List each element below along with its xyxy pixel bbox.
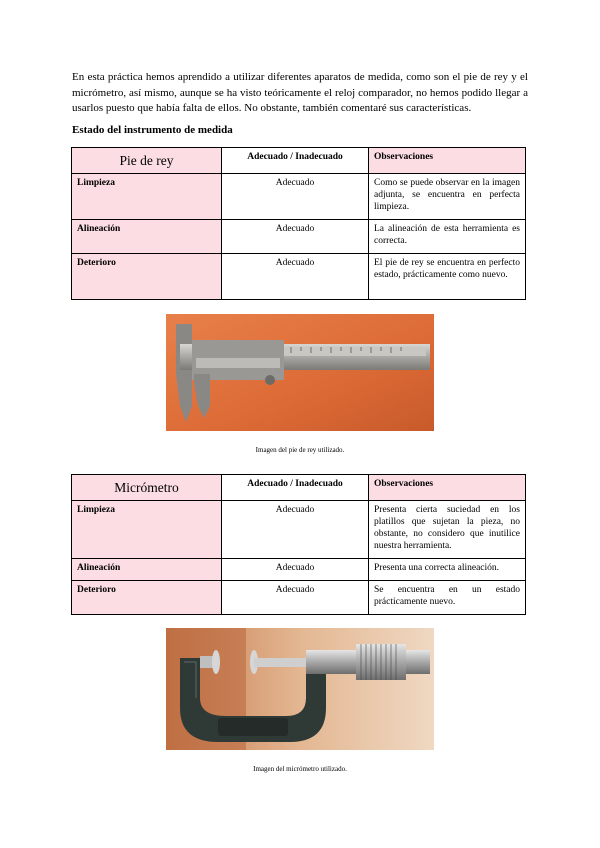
row-observation: Como se puede observar en la imagen adjunta, se encuentra en perfecta limpieza. (369, 174, 526, 220)
caliper-caption: Imagen del pie de rey utilizado. (255, 446, 345, 454)
table-col-observations: Observaciones (369, 148, 526, 174)
table-col-observations: Observaciones (369, 475, 526, 501)
micrometer-photo (166, 628, 434, 750)
row-label: Alineación (72, 559, 222, 581)
table-col-status: Adecuado / Inadecuado (222, 475, 369, 501)
row-label: Alineación (72, 220, 222, 254)
row-status: Adecuado (222, 220, 369, 254)
row-label: Limpieza (72, 501, 222, 559)
row-label: Deterioro (72, 254, 222, 300)
row-status: Adecuado (222, 581, 369, 615)
micrometer-table (71, 474, 526, 615)
table-row (72, 254, 526, 300)
table-instrument-name: Pie de rey (72, 148, 222, 174)
row-label: Limpieza (72, 174, 222, 220)
intro-paragraph: En esta práctica hemos aprendido a utilizar diferentes aparatos de medida, como son el pie de rey y el micrómetro, así mismo, aunque se ha visto teóricamente el reloj comparador, no hemos podido llegar a usarlos puesto que había falta de ellos. No obstante, también comentaré sus características. (72, 71, 528, 114)
table-row (72, 581, 526, 615)
caliper-table (71, 147, 526, 300)
row-status: Adecuado (222, 254, 369, 300)
row-observation: Presenta cierta suciedad en los platillos que sujetan la pieza, no obstante, no considero que inutilice nuestra herramienta. (369, 501, 526, 559)
row-observation: La alineación de esta herramienta es correcta. (369, 220, 526, 254)
caliper-photo (166, 314, 434, 431)
row-status: Adecuado (222, 501, 369, 559)
row-observation: El pie de rey se encuentra en perfecto estado, prácticamente como nuevo. (369, 254, 526, 300)
table-col-status: Adecuado / Inadecuado (222, 148, 369, 174)
row-status: Adecuado (222, 559, 369, 581)
table-row (72, 501, 526, 559)
row-observation: Presenta una correcta alineación. (369, 559, 526, 581)
row-status: Adecuado (222, 174, 369, 220)
table-instrument-name: Micrómetro (72, 475, 222, 501)
row-label: Deterioro (72, 581, 222, 615)
table-row (72, 559, 526, 581)
table-row (72, 174, 526, 220)
table-row (72, 220, 526, 254)
micrometer-caption: Imagen del micrómetro utilizado. (253, 765, 347, 773)
row-observation: Se encuentra en un estado prácticamente nuevo. (369, 581, 526, 615)
section-title: Estado del instrumento de medida (72, 124, 233, 136)
